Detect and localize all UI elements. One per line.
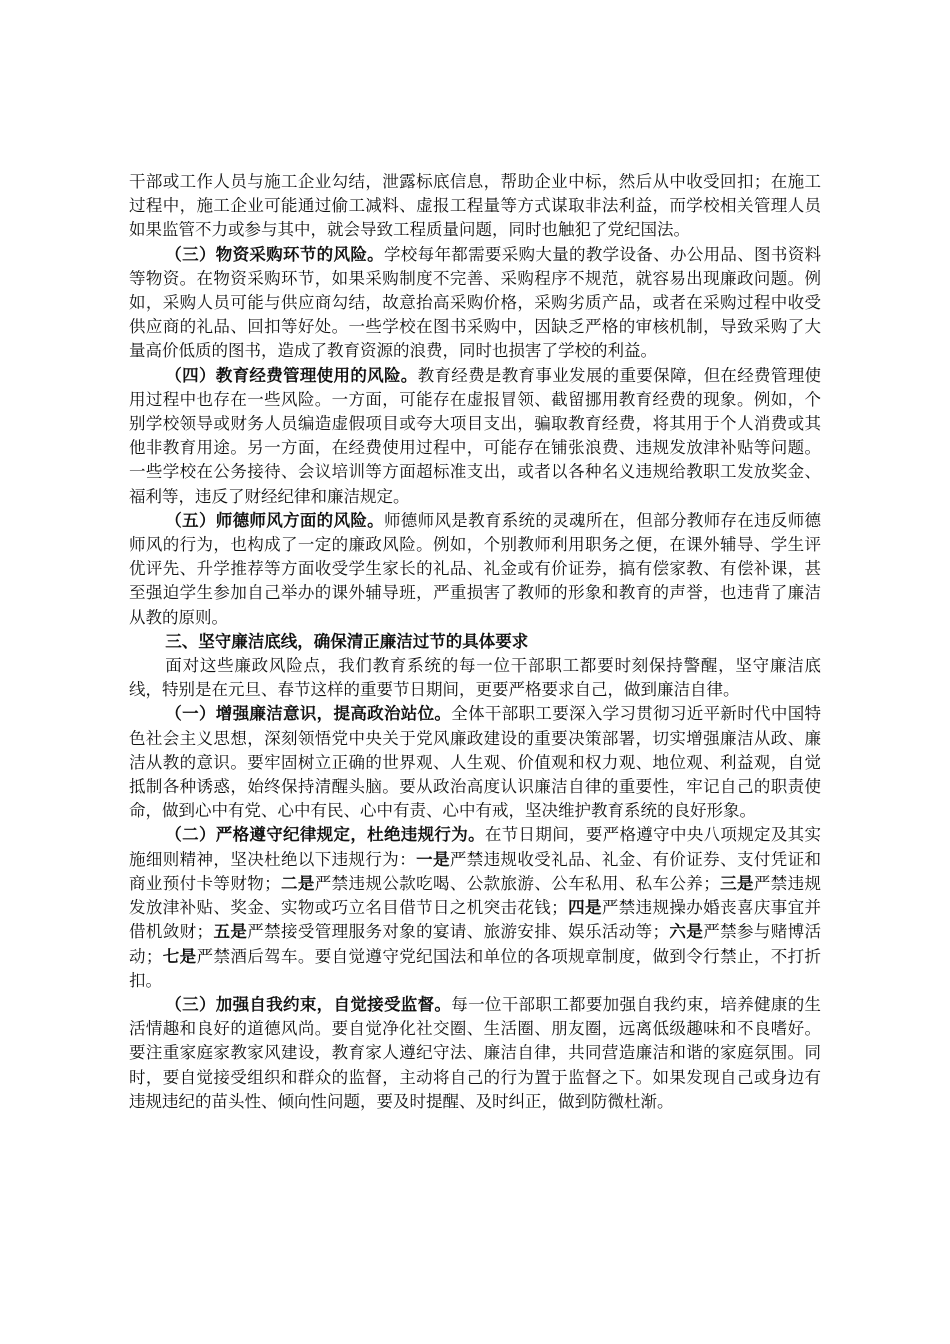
item-key-7: 七是 (162, 946, 197, 966)
section-heading-awareness: （一）增强廉洁意识，提高政治站位。 (165, 704, 452, 724)
chapter-heading-three: 三、坚守廉洁底线，确保清正廉洁过节的具体要求 (165, 631, 529, 651)
item-key-3: 三是 (719, 873, 754, 893)
paragraph-self-discipline: （三）加强自我约束，自觉接受监督。每一位干部职工都要加强自我约束，培养健康的生活情趣和良好的道德风尚。要自觉净化社交圈、生活圈、朋友圈，远离低级趣味和不良嗜好。要注重家庭家教家风建设，教育家人遵纪守法、廉洁自律，共同营造廉洁和谐的家庭氛围。同时，要自觉接受组织和群众的监督，主动将自己的行为置于监督之下。如果发现自己或身边有违规违纪的苗头性、倾向性问题，要及时提醒、及时纠正，做到防微杜渐。 (129, 994, 822, 1111)
section-heading-self-discipline: （三）加强自我约束，自觉接受监督。 (165, 994, 452, 1014)
paragraph-ethics-risk: （五）师德师风方面的风险。师德师风是教育系统的灵魂所在，但部分教师存在违反师德师风的行为，也构成了一定的廉政风险。例如，个别教师利用职务之便，在课外辅导、学生评优评先、升学推荐等方面收受学生家长的礼品、礼金或有价证券，搞有偿家教、有偿补课，甚至强迫学生参加自己举办的课外辅导班，严重损害了教师的形象和教育的声誉，也违背了廉洁从教的原则。 (129, 510, 822, 627)
document-page (129, 170, 821, 1114)
paragraph-engineering-continued: 干部或工作人员与施工企业勾结，泄露标底信息，帮助企业中标，然后从中收受回扣；在施工过程中，施工企业可能通过偷工减料、虚报工程量等方式谋取非法利益，而学校相关管理人员如果监管不力或参与其中，就会导致工程质量问题，同时也触犯了党纪国法。 (129, 172, 821, 240)
paragraph-discipline: （二）严格遵守纪律规定，杜绝违规行为。在节日期间，要严格遵守中央八项规定及其实施细则精神，坚决杜绝以下违规行为：一是严禁违规收受礼品、礼金、有价证券、支付凭证和商业预付卡等财物；二是严禁违规公款吃喝、公款旅游、公车私用、私车公养；三是严禁违规发放津补贴、奖金、实物或巧立名目借节日之机突击花钱；四是严禁违规操办婚丧喜庆事宜并借机敛财；五是严禁接受管理服务对象的宴请、旅游安排、娱乐活动等；六是严禁参与赌博活动；七是严禁酒后驾车。要自觉遵守党纪国法和单位的各项规章制度，做到令行禁止，不打折扣。 (129, 825, 822, 990)
item-key-2: 二是 (280, 873, 315, 893)
section-heading-funds: （四）教育经费管理使用的风险。 (165, 365, 418, 385)
paragraph-funds-risk: （四）教育经费管理使用的风险。教育经费是教育事业发展的重要保障，但在经费管理使用过程中也存在一些风险。一方面，可能存在虚报冒领、截留挪用教育经费的现象。例如，个别学校领导或财务人员编造虚假项目或夸大项目支出，骗取教育经费，将其用于个人消费或其他非教育用途。另一方面，在经费使用过程中，可能存在铺张浪费、违规发放津补贴等问题。一些学校在公务接待、会议培训等方面超标准支出，或者以各种名义违规给教职工发放奖金、福利等，违反了财经纪律和廉洁规定。 (129, 365, 822, 506)
section-heading-procurement: （三）物资采购环节的风险。 (165, 244, 384, 264)
section-heading-ethics: （五）师德师风方面的风险。 (165, 510, 384, 530)
item-key-4: 四是 (567, 898, 602, 918)
paragraph-intro-requirements: 面对这些廉政风险点，我们教育系统的每一位干部职工都要时刻保持警醒，坚守廉洁底线，特别是在元旦、春节这样的重要节日期间，更要严格要求自己，做到廉洁自律。 (129, 656, 821, 700)
section-heading-discipline: （二）严格遵守纪律规定，杜绝违规行为。 (165, 825, 485, 845)
paragraph-procurement-risk: （三）物资采购环节的风险。学校每年都需要采购大量的教学设备、办公用品、图书资料等物资。在物资采购环节，如果采购制度不完善、采购程序不规范，就容易出现廉政问题。例如，采购人员可能与供应商勾结，故意抬高采购价格，采购劣质产品，或者在采购过程中收受供应商的礼品、回扣等好处。一些学校在图书采购中，因缺乏严格的审核机制，导致采购了大量高价低质的图书，造成了教育资源的浪费，同时也损害了学校的利益。 (129, 244, 822, 361)
paragraph-awareness: （一）增强廉洁意识，提高政治站位。全体干部职工要深入学习贯彻习近平新时代中国特色社会主义思想，深刻领悟党中央关于党风廉政建设的重要决策部署，切实增强廉洁从政、廉洁从教的意识。要牢固树立正确的世界观、人生观、价值观和权力观、地位观、利益观，自觉抵制各种诱惑，始终保持清醒头脑。要从政治高度认识廉洁自律的重要性，牢记自己的职责使命，做到心中有党、心中有民、心中有责、心中有戒，坚决维护教育系统的良好形象。 (129, 704, 822, 821)
item-key-6: 六是 (669, 922, 704, 942)
item-key-5: 五是 (213, 922, 248, 942)
item-key-1: 一是 (416, 849, 450, 869)
